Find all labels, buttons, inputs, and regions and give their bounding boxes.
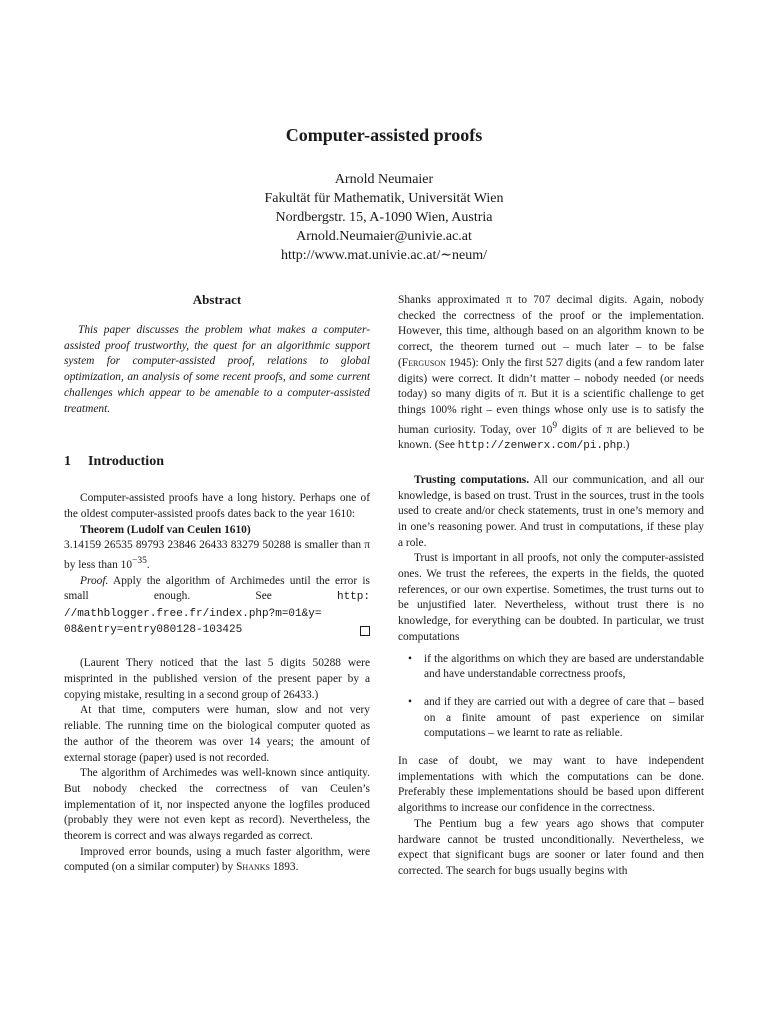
pentium-paragraph: The Pentium bug a few years ago shows that computer hardware cannot be trusted unconditionally. Nevertheless, we expect that significant bugs are sooner or later found and then corrected. The search for bugs usually begins with (398, 817, 704, 877)
trust-paragraph (398, 473, 704, 552)
theorem-heading: Theorem (Ludolf van Ceulen 1610) (80, 523, 251, 536)
ferguson-citation: Ferguson (401, 356, 446, 369)
author-name: Arnold Neumaier (334, 172, 434, 187)
theorem-period: . (146, 558, 150, 571)
author-url[interactable]: http://www.mat.univie.ac.at/∼neum/ (280, 248, 487, 263)
trust-bullet-list (398, 652, 704, 743)
shanks-text-c: digits of π are believed to be known. (See (398, 423, 705, 452)
right-column (398, 293, 704, 880)
shanks-exponent: 9 (552, 420, 558, 431)
shanks-citation: Shanks (236, 861, 270, 874)
abstract-text: This paper discusses the problem what makes a computer-assisted proof trustworthy, the quest for an algorithmic support system for computer-assisted proof, relations to global optimization, an analysis of some recent proofs, and some current challenges which appear to be amenable to a computer-assisted treatment. (64, 324, 370, 415)
left-column (64, 291, 370, 876)
time-paragraph: At that time, computers were human, slow and not very reliable. The running time on the biological computer quoted as the author of the theorem was over 14 years; the amount of external storage (paper) used is not recorded. (64, 704, 370, 764)
improved-paragraph (64, 845, 370, 876)
bullet-text: and if they are carried out with a degree of care that – based on a finite amount of past experience on similar computations – we learnt to rate as reliable. (424, 695, 704, 740)
list-item (398, 652, 704, 683)
author-block (0, 170, 768, 265)
bullet-text: if the algorithms on which they are based are understandable and have understandable correctness proofs, (424, 652, 704, 681)
paper-title: Computer-assisted proofs (285, 125, 483, 145)
list-item (398, 695, 704, 742)
shanks-text-a: Shanks approximated π to 707 decimal digits. Again, nobody checked the correctness of the proof or the implementation. However, this time, although based on an algorithm known to be correct, the theorem turned out – much later – to be false ( (398, 294, 704, 369)
theorem-statement (64, 538, 370, 573)
doubt-paragraph: In case of doubt, we may want to have independent implementations with which the computations can be done. Preferably these implementations should be based upon different algorithms to increase our confidence in the correctness. (398, 755, 704, 815)
proof-url-line (64, 623, 370, 639)
spacer (398, 455, 704, 473)
proof-url-cont[interactable]: 08&entry=entry080128-103425 (64, 623, 243, 636)
shanks-paragraph (398, 293, 704, 455)
bullet-icon: • (408, 652, 412, 665)
author-email[interactable]: Arnold.Neumaier@univie.ac.at (296, 229, 472, 244)
section-number: 1 (64, 454, 71, 470)
improved-year: 1893. (269, 861, 299, 874)
intro-paragraph: Computer-assisted proofs have a long history. Perhaps one of the oldest computer-assisted proofs dates back to the year 1610: (64, 492, 370, 520)
author-affiliation: Fakultät für Mathematik, Universität Wien (264, 191, 504, 206)
thery-paragraph: (Laurent Thery noticed that the last 5 digits 50288 were misprinted in the published version of the present paper by a copying mistake, resulting in a second group of 26433.) (64, 657, 370, 701)
spacer (64, 638, 370, 656)
bullet-icon: • (408, 695, 412, 708)
section-title: Introduction (88, 454, 164, 470)
theorem-text: 3.14159 26535 89793 23846 26433 83279 50288 is smaller than π by less than 10 (64, 539, 370, 571)
abstract-heading: Abstract (192, 292, 242, 307)
algorithm-paragraph: The algorithm of Archimedes was well-known since antiquity. But nobody checked the correctness of van Ceulen’s implementation of it, nor inspected anyone the logfiles produced (probably they were not even kept as record). Nevertheless, the theorem is correct and was always regarded as correct. (64, 767, 370, 843)
shanks-text-d: .) (622, 439, 630, 452)
trust-important-paragraph: Trust is important in all proofs, not only the computer-assisted ones. We trust the referees, the experts in the fields, the quoted references, or our own expertise. Sometimes, the trust turns out to be unjustified later. Nevertheless, without trust there is no knowledge, for everything can be doubted. In particular, we trust computations (398, 552, 704, 643)
section-heading (64, 453, 370, 471)
proof-text: Apply the algorithm of Archimedes until the error is small enough. See (64, 574, 370, 603)
qed-icon (360, 626, 370, 636)
author-address: Nordbergstr. 15, A-1090 Wien, Austria (275, 210, 493, 225)
trust-heading: Trusting computations. (414, 473, 530, 486)
pi-url[interactable]: http://zenwerx.com/pi.php (457, 440, 623, 453)
trust-text: All our communication, and all our knowledge, is based on trust. Trust in the sources, trust in the tools used to create and/or check statements, trust in one’s memory and in one’s reasoning power. And trust in computations, if these play a role. (398, 473, 704, 549)
proof-label: Proof. (80, 574, 109, 587)
shanks-text-b: 1945): Only the first 527 digits (and a few random later digits) were correct. It didn’t matter – nobody needed (or needs today) so many digits of π. But it is a scientific challenge to get things 100% right – even things whose only use is to satisfy the human curiosity. Today, over 10 (398, 356, 704, 436)
proof-url[interactable]: http: //mathblogger.free.fr/index.php?m=01&y= (64, 591, 370, 620)
improved-text: Improved error bounds, using a much faster algorithm, were computed (on a similar computer) by (64, 845, 370, 874)
proof-paragraph (64, 574, 370, 623)
theorem-exponent: −35 (132, 556, 147, 567)
